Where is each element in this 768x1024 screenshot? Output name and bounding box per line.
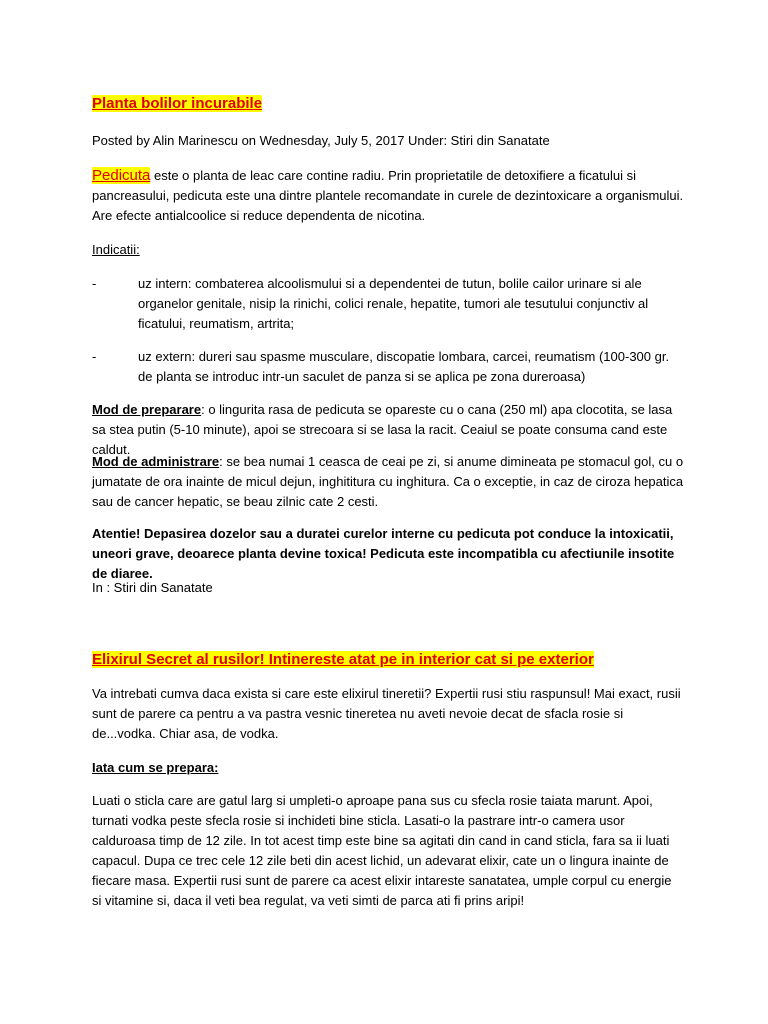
list-item-uz-intern [92, 274, 684, 334]
article1-intro-highlight: Pedicuta [92, 167, 151, 184]
atentie-warning: Atentie! Depasirea dozelor sau a duratei curelor interne cu pedicuta pot conduce la intoxicatii, uneori grave, deoarece planta devine toxica! Pedicuta este incompatibla cu afectiunile insotite de diaree. [92, 526, 675, 581]
article1-intro [92, 166, 684, 226]
list-dash: - [92, 276, 97, 291]
article2-intro: Va intrebati cumva daca exista si care este elixirul tineretii? Expertii rusi stiu raspunsul! Mai exact, rusii sunt de parere ca pentru a va pastra vesnic tineretea nu aveti nevoie decat de sfacla rosie si de...vodka. Chiar asa, de vodka. [92, 686, 681, 741]
uz-intern-text: uz intern: combaterea alcoolismului si a dependentei de tutun, bolile cailor urinare si ale organelor genitale, nisip la rinichi, colici renale, hepatite, tumori ale tesutului conjunctiv al ficatului, reumatism, artrita; [138, 276, 649, 331]
article2-subheading: Iata cum se prepara: [92, 760, 219, 775]
article1-category: In : Stiri din Sanatate [92, 580, 213, 595]
list-dash: - [92, 349, 97, 364]
article2-title: Elixirul Secret al rusilor! Intinereste atat pe in interior cat si pe exterior [92, 651, 594, 668]
mod-preparare-text: : o lingurita rasa de pedicuta se opareste cu o cana (250 ml) apa clocotita, se lasa sa stea putin (5-10 minute), apoi se strecoara si se lasa la racit. Ceaiul se poate consuma cand este caldut. [92, 402, 673, 457]
article1-byline: Posted by Alin Marinescu on Wednesday, July 5, 2017 Under: Stiri din Sanatate [92, 133, 550, 148]
mod-administrare-text: : se bea numai 1 ceasca de ceai pe zi, si anume dimineata pe stomacul gol, cu o jumatate de ora inainte de micul dejun, inghititura cu inghitura. Ca o exceptie, in caz de ciroza hepatica sau de cancer hepatic, se beau zilnic cate 2 cesti. [92, 454, 684, 509]
mod-administrare-paragraph [92, 452, 684, 512]
article1-title: Planta bolilor incurabile [92, 95, 263, 112]
mod-administrare-label: Mod de administrare [92, 454, 220, 469]
mod-preparare-paragraph [92, 400, 684, 460]
indicatii-label: Indicatii: [92, 242, 140, 257]
mod-preparare-label: Mod de preparare [92, 402, 202, 417]
article2-body: Luati o sticla care are gatul larg si umpleti-o aproape pana sus cu sfecla rosie taiata marunt. Apoi, turnati vodka peste sfecla rosie si inchideti bine sticla. Lasati-o la pastrare intr-o camera usor calduroasa timp de 12 zile. In tot acest timp este bine sa agitati din cand in cand sticla, fara sa ii luati capacul. Dupa ce trec cele 12 zile beti din acest lichid, un adevarat elixir, cate un o lingura inainte de fiecare masa. Expertii rusi sunt de parere ca acest elixir intareste sanatatea, umple corpul cu energie si vitamine si, daca il veti bea regulat, va veti simti de parca ati fi prins aripi! [92, 793, 672, 908]
article1-intro-text: este o planta de leac care contine radiu. Prin proprietatile de detoxifiere a ficatului si pancreasului, pedicuta este una dintre plantele recomandate in curele de dezintoxicare a organismului. Are efecte antialcoolice si reduce dependenta de nicotina. [92, 168, 684, 223]
article2-title-block [92, 650, 684, 670]
article1-title-block [92, 94, 684, 114]
uz-extern-text: uz extern: dureri sau spasme musculare, discopatie lombara, carcei, reumatism (100-300 gr. de planta se introduc intr-un saculet de panza si se aplica pe zona dureroasa) [138, 349, 670, 384]
list-item-uz-extern [92, 347, 684, 387]
